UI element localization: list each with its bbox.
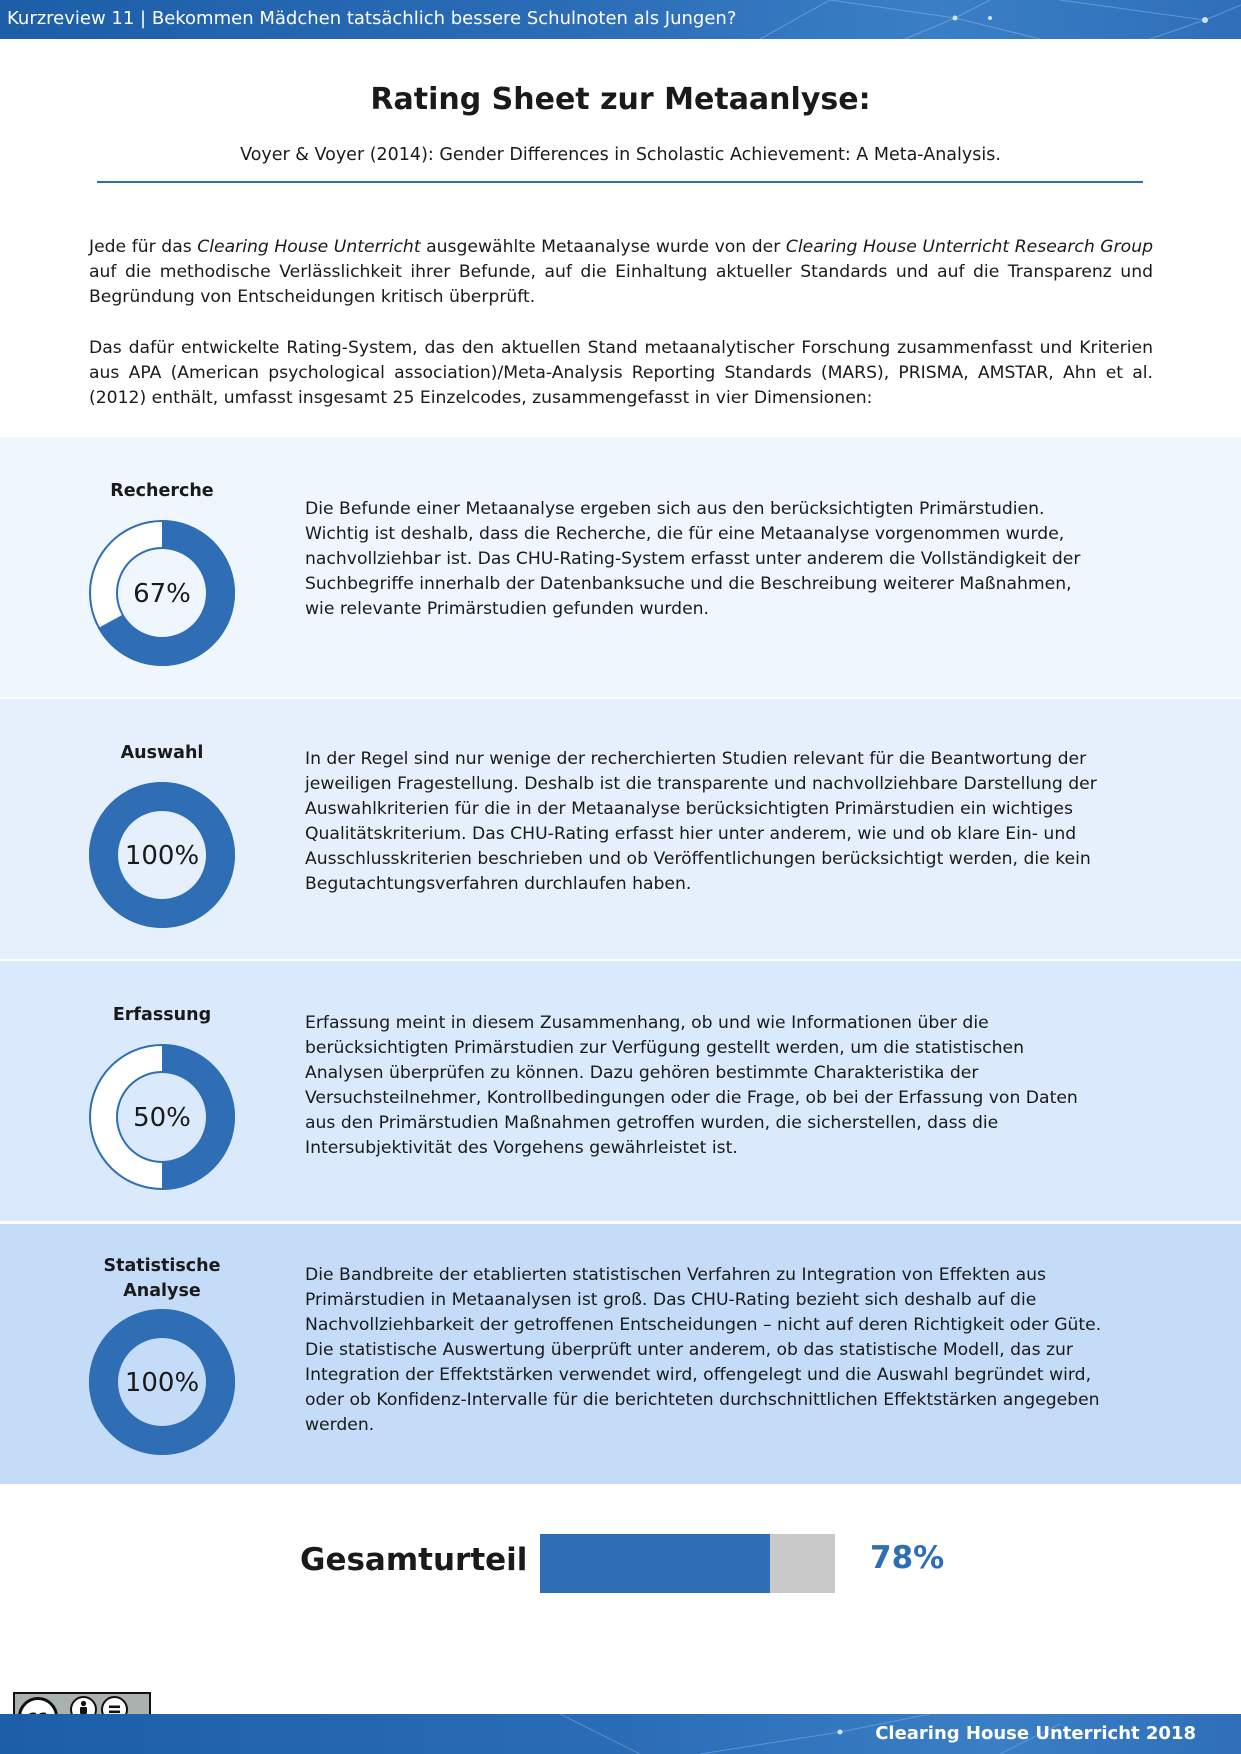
intro-paragraph-1	[89, 235, 1153, 310]
document-title: Rating Sheet zur Metaanlyse:	[370, 82, 871, 117]
donut-percent-label: 67%	[133, 579, 191, 609]
dimension-description: Erfassung meint in diesem Zusammenhang, ob und wie Informationen über die berücksichtigten Primärstudien zur Verfügung gestellt werden, um die statistischen Analysen überprüfen zu können. Dazu gehören bestimmte Charakteristika der Versuchsteilnehmer, Kontrollbedingungen oder die Frage, ob bei der Erfassung von Daten aus den Primärstudien Maßnahmen getroffen wurden, die sicherstellen, dass die Intersubjektivität des Vorgehens gewährleistet ist.	[305, 1013, 1078, 1158]
overall-bar-track	[540, 1534, 835, 1593]
intro-p1-text-c: auf die methodische Verlässlichkeit ihrer Befunde, auf die Einhaltung aktueller Standards und auf die Transparenz und Begründung von Entscheidungen kritisch überprüft.	[89, 262, 1153, 307]
donut-chart	[88, 1308, 236, 1456]
header-title: Bekommen Mädchen tatsächlich bessere Schulnoten als Jungen?	[151, 8, 737, 29]
title-divider	[97, 181, 1143, 183]
dimension-description: Die Bandbreite der etablierten statistischen Verfahren zu Integration von Effekten aus Primärstudien in Metaanalysen ist groß. Das CHU-Rating bezieht sich deshalb auf die Nachvollziehbarkeit der getroffenen Entscheidungen – nicht auf deren Richtigkeit oder Güte. Die statistische Auswertung überprüft unter anderem, ob das statistische Modell, das zur Integration der Effektstärken verwendet wird, offengelegt und die Auswahl begründet wird, oder ob Konfidenz-Intervalle für die berichteten durchschnittlichen Effektstärken angegeben werden.	[305, 1265, 1102, 1435]
donut-percent-label: 100%	[124, 841, 200, 871]
overall-label: Gesamturteil	[300, 1542, 528, 1578]
header-text: Kurzreview 11 | Bekommen Mädchen tatsächlich bessere Schulnoten als Jungen?	[7, 8, 737, 29]
dimension-section-auswahl	[0, 699, 1241, 959]
dimension-label: Recherche	[110, 481, 214, 501]
donut-chart	[88, 781, 236, 929]
donut-chart	[88, 519, 236, 667]
dimension-section-statistische-analyse	[0, 1224, 1241, 1484]
dimension-label: Auswahl	[120, 743, 204, 763]
intro-p1-emph-a: Clearing House Unterricht	[197, 237, 421, 257]
header-series: Kurzreview 11	[7, 8, 135, 29]
intro-p1-emph-b: Clearing House Unterricht Research Group	[785, 237, 1153, 257]
dimension-label: Statistische Analyse	[103, 1256, 221, 1301]
intro-p1-text-b: ausgewählte Metaanalyse wurde von der	[420, 237, 786, 257]
intro-p1-text-a: Jede für das	[89, 237, 198, 257]
donut-percent-label: 100%	[124, 1368, 200, 1398]
dimension-description: In der Regel sind nur wenige der recherchierten Studien relevant für die Beantwortung der jeweiligen Fragestellung. Deshalb ist die transparente und nachvollziehbare Darstellung der Auswahlkriterien für die in der Metaanalyse berücksichtigten Primärstudien ein wichtiges Qualitätskriterium. Das CHU-Rating erfasst hier unter anderem, wie und ob klare Ein- und Ausschlusskriterien beschrieben und ob Veröffentlichungen berücksichtigt werden, die kein Begutachtungsverfahren durchlaufen haben.	[305, 749, 1097, 894]
footer-text: Clearing House Unterricht 2018	[875, 1723, 1196, 1744]
dimension-description: Die Befunde einer Metaanalyse ergeben sich aus den berücksichtigten Primärstudien. Wichtig ist deshalb, dass die Recherche, die für eine Metaanalyse vorgenommen wurde, nachvollziehbar ist. Das CHU-Rating-System erfasst unter anderem die Vollständigkeit der Suchbegriffe innerhalb der Datenbanksuche und die Beschreibung weiterer Maßnahmen, wie relevante Primärstudien gefunden wurden.	[305, 499, 1081, 619]
overall-percent: 78%	[870, 1540, 945, 1576]
document-subtitle: Voyer & Voyer (2014): Gender Differences in Scholastic Achievement: A Meta-Analysis.	[240, 145, 1001, 165]
intro-paragraph-2: Das dafür entwickelte Rating-System, das den aktuellen Stand metaanalytischer Forschung zusammenfasst und Kriterien aus APA (American psychological association)/Meta-Analysis Reporting Standards (MARS), PRISMA, AMSTAR, Ahn et al. (2012) enthält, umfasst insgesamt 25 Einzelcodes, zusammengefasst in vier Dimensionen:	[89, 338, 1153, 408]
dimension-section-erfassung	[0, 961, 1241, 1221]
dimension-label: Erfassung	[112, 1005, 212, 1025]
donut-percent-label: 50%	[133, 1103, 191, 1133]
top-header-bar	[0, 0, 1241, 39]
bottom-footer-bar	[0, 1714, 1241, 1754]
overall-bar-fill	[540, 1534, 770, 1593]
dimension-section-recherche	[0, 437, 1241, 697]
donut-chart	[88, 1043, 236, 1191]
overall-rating	[0, 1510, 1241, 1600]
